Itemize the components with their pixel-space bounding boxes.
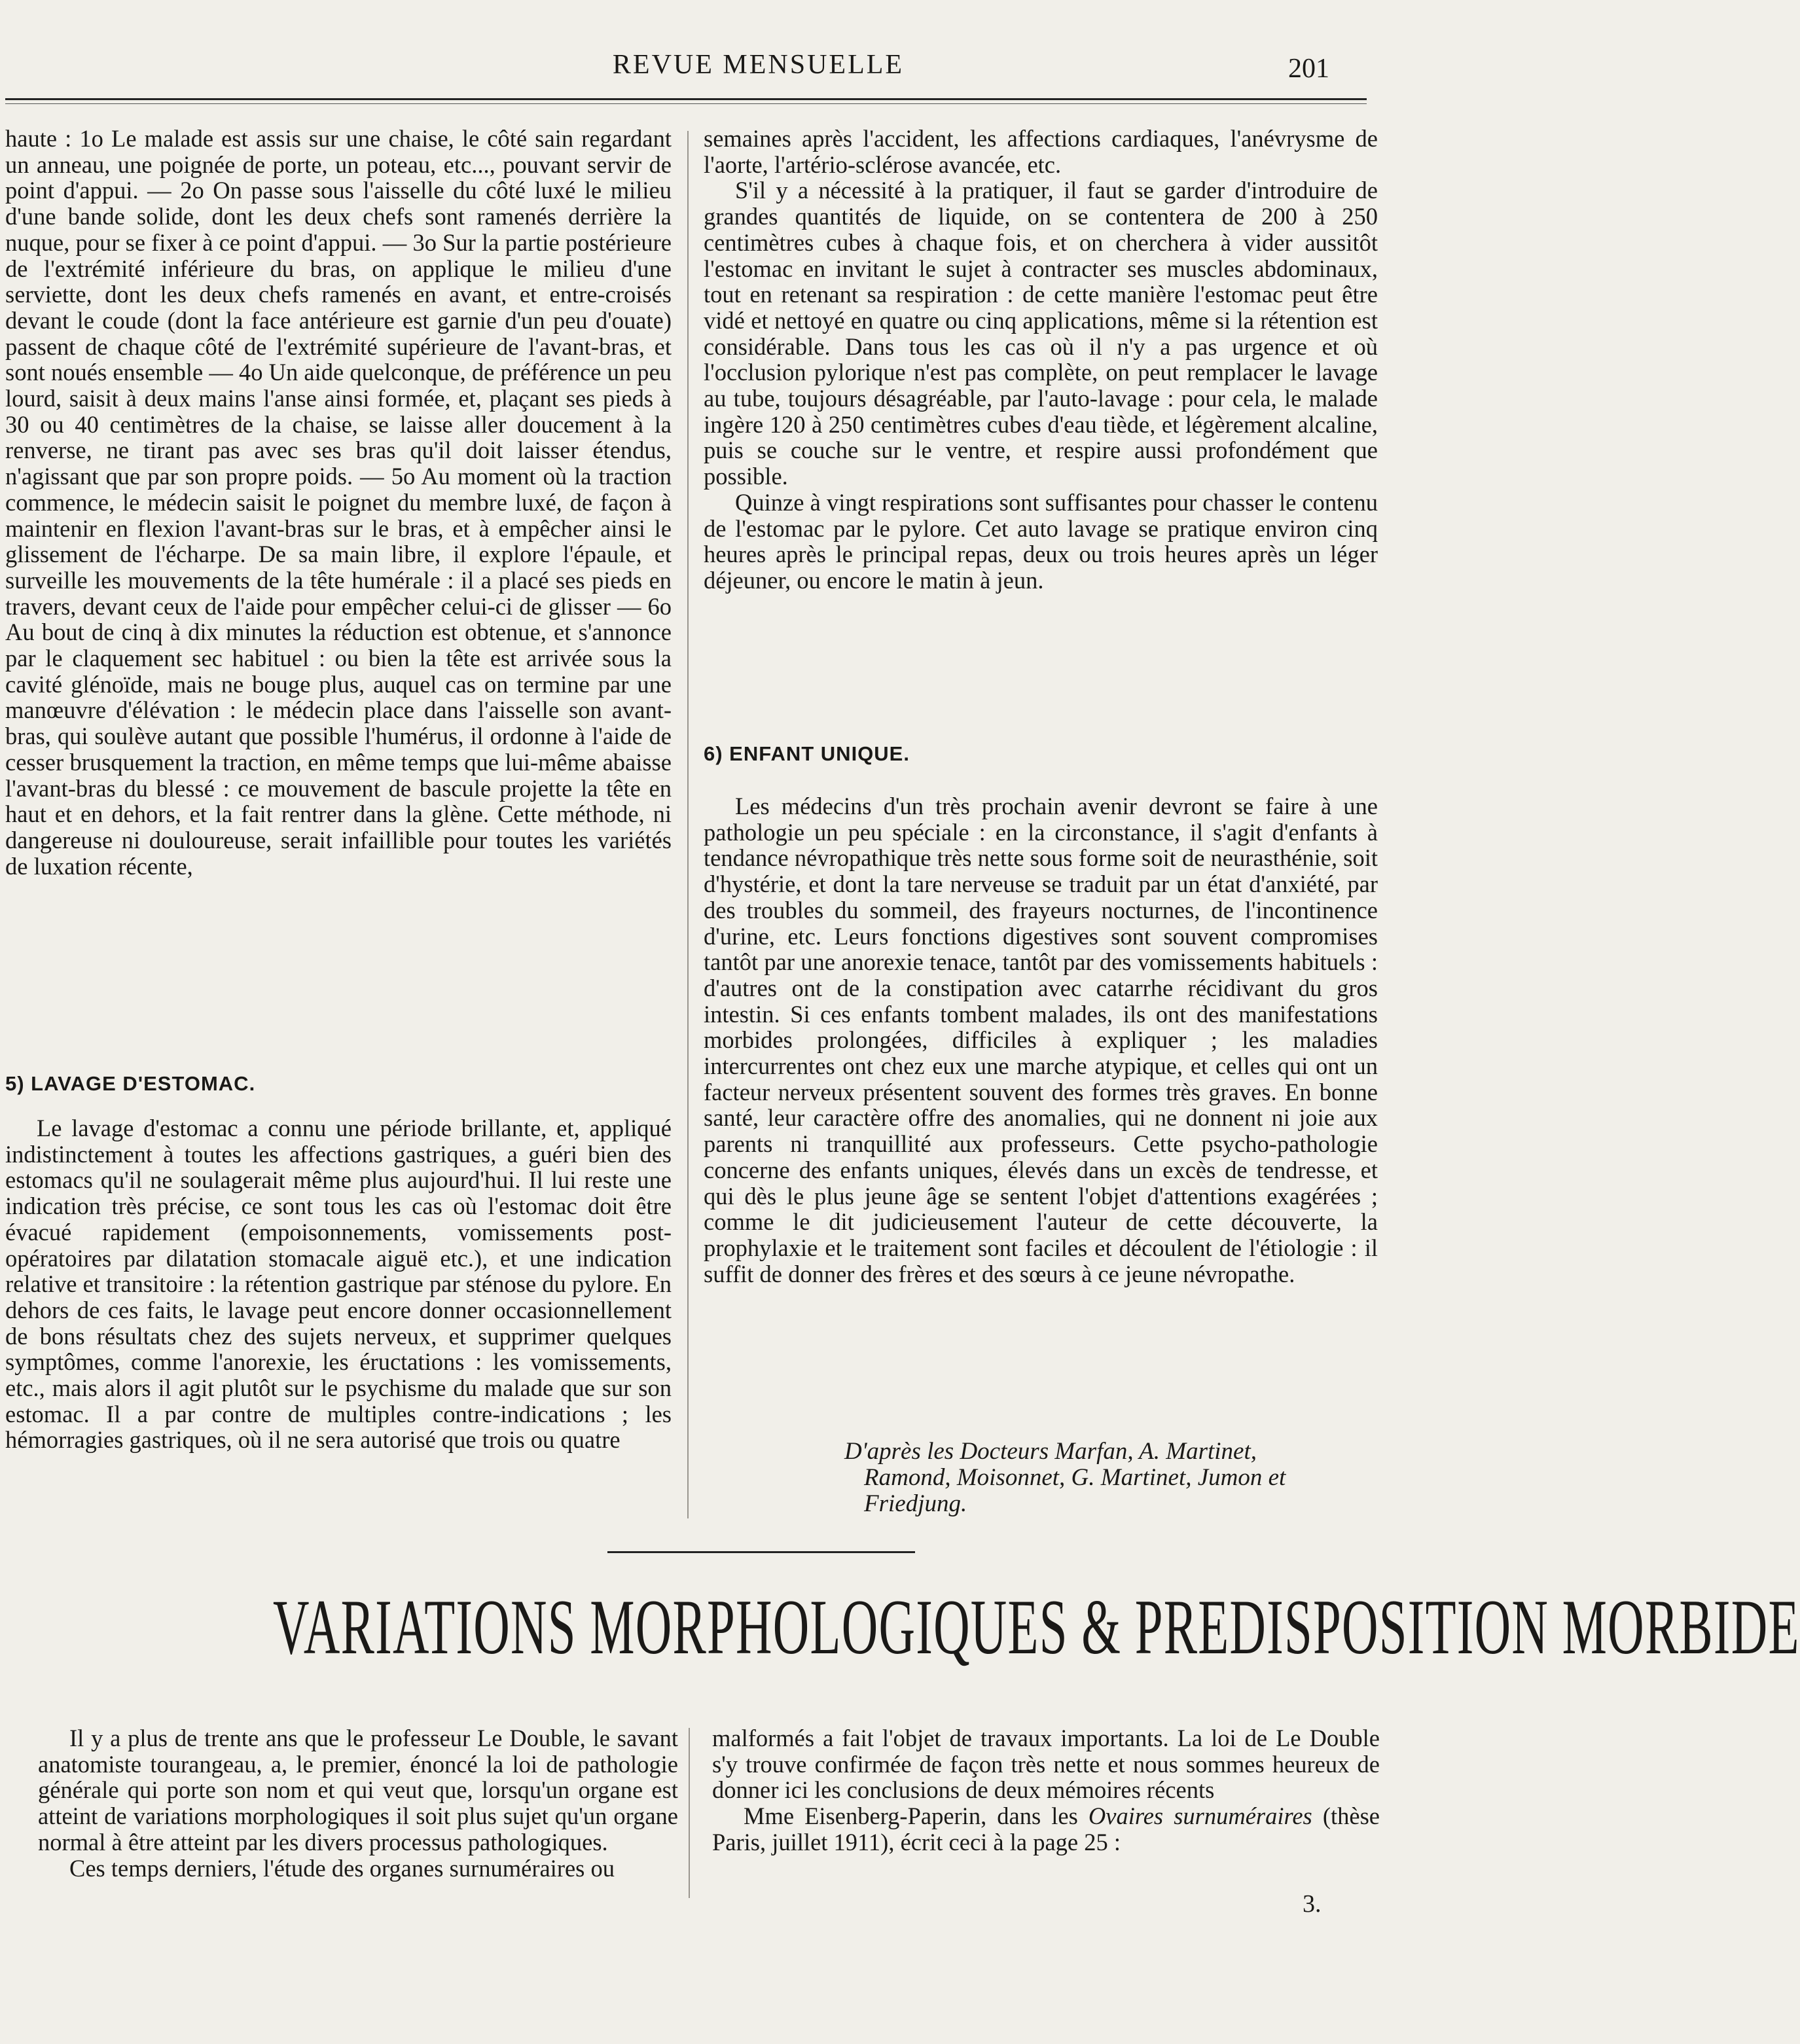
new-article-paragraph-4 (712, 1803, 1380, 1855)
citation-rest: (thèse Paris, juillet 1911), écrit ceci à la page 25 : (712, 1802, 1380, 1856)
header-rule (5, 98, 1367, 100)
running-header-title: REVUE MENSUELLE (612, 50, 905, 80)
new-article-right-column (712, 1725, 1380, 1882)
header-rule-thin (5, 103, 1367, 104)
page-number: 201 (1288, 54, 1329, 84)
section-heading-lavage: 5) LAVAGE D'ESTOMAC. (5, 1072, 256, 1095)
section-lavage-body (5, 1115, 672, 1541)
lavage-paragraph: Le lavage d'estomac a connu une période brillante, et, appliqué indistinctement à toutes les affections gastriques, a guéri bien des estomacs qu'il ne soulagerait même plus aujourd'hui. Il lui reste une indication très précise, ce sont tous les cas où l'estomac doit être évacué rapidement (empoisonnements, vomissements post-opératoires par dilatation stomacale aiguë etc.), et une indication relative et transitoire : la rétention gastrique par sténose du pylore. En dehors de ces faits, le lavage peut encore donner occasionnellement de bons résultats chez des sujets nerveux, et supprimer quelques symptômes, comme l'anorexie, les éructations : les vomissements, etc., mais alors il agit plutôt sur le psychisme du malade que sur son estomac. Il a par contre de multiples contre-indications ; les hémorragies gastriques, où il ne sera autorisé que trois ou quatre (5, 1115, 672, 1454)
continued-paragraph-right-2: S'il y a nécessité à la pratiquer, il faut se garder d'introduire de grandes quantités de liquide, on se contentera de 200 à 250 centimètres cubes à chaque fois, et on cherchera à vider aussitôt l'estomac en invitant le sujet à contracter ses muscles abdominaux, tout en retenant sa respiration : de cette manière l'estomac peut être vidé et nettoyé en quatre ou cinq applications, même si la rétention est considérable. Dans tous les cas où il n'y a pas urgence et où l'occlusion pylorique n'est pas complète, on peut remplacer le lavage au tube, toujours désagréable, par l'auto-lavage : pour cela, le malade ingère 120 à 250 centimètres cubes d'eau tiède, et légèrement alcaline, puis se couche sur le ventre, et respire aussi profondément que possible. (704, 177, 1378, 490)
continued-paragraph-right-3: Quinze à vingt respirations sont suffisantes pour chasser le contenu de l'estomac par le pylore. Cet auto lavage se pratique environ cinq heures après le principal repas, deux ou trois heures après un léger déjeuner, ou encore le matin à jeun. (704, 488, 1378, 594)
signature-line: Friedjung. (864, 1490, 967, 1517)
article-separator-rule (607, 1551, 915, 1553)
left-column-continued (5, 126, 672, 1134)
signature-mark: 3. (1303, 1890, 1322, 1918)
article-title: VARIATIONS MORPHOLOGIQUES & PREDISPOSITION MORBIDE (273, 1583, 1800, 1670)
citation-author: Mme Eisenberg-Paperin, dans les (744, 1802, 1078, 1830)
section-enfant-unique-body (704, 793, 1378, 1415)
citation-work-title: Ovaires surnuméraires (1088, 1802, 1312, 1830)
column-divider-bottom (689, 1728, 690, 1898)
continued-paragraph: haute : 1o Le malade est assis sur une chaise, le côté sain regardant un anneau, une poignée de porte, un poteau, etc..., pouvant servir de point d'appui. — 2o On passe sous l'aisselle du côté luxé le milieu d'une bande solide, dont les deux chefs sont ramenés derrière la nuque, pour se fixer à ce point d'appui. — 3o Sur la partie postérieure de l'extrémité inférieure du bras, on applique le milieu d'une serviette, dont les deux chefs ramenés en avant, et entre-croisés devant le coude (dont la face antérieure est garnie d'un peu d'ouate) passent de chaque côté de l'extrémité supérieure de l'avant-bras, et sont noués ensemble — 4o Un aide quelconque, de préférence un peu lourd, saisit à deux mains l'anse ainsi formée, et, plaçant ses pieds à 30 ou 40 centimètres de la chaise, se laisse aller doucement à la renverse, ne tirant pas avec ses bras qu'il doit laisser étendus, n'agissant que par son propre poids. — 5o Au moment où la traction commence, le médecin saisit le poignet du membre luxé, de façon à maintenir en flexion l'avant-bras sur le bras, et à empêcher ainsi le glissement de l'écharpe. De sa main libre, il explore l'épaule, et surveille les mouvements de la tête humérale : il a placé ses pieds en travers, devant ceux de l'aide pour empêcher celui-ci de glisser — 6o Au bout de cinq à dix minutes la réduction est obtenue, et s'annonce par le claquement sec habituel : ou bien la tête est arrivée sous la cavité glénoïde, mais ne bouge plus, auquel cas on termine par une manœuvre d'élévation : le médecin place dans l'aisselle son avant-bras, qui soulève autant que possible l'humérus, il ordonne à l'aide de cesser brusquement la traction, en même temps que lui-même abaisse l'avant-bras du blessé : ce mouvement de bascule projette la tête en haut et en dehors, et la fait rentrer dans la glène. Cette méthode, ni dangereuse ni douloureuse, serait infaillible pour toutes les variétés de luxation récente, (5, 125, 672, 880)
new-article-paragraph-3: malformés a fait l'objet de travaux importants. La loi de Le Double s'y trouve confirmée de façon très nette et nous sommes heureux de donner ici les conclusions de deux mémoires récents (712, 1725, 1380, 1804)
continued-paragraph-right-1: semaines après l'accident, les affections cardiaques, l'anévrysme de l'aorte, l'artério-sclérose avancée, etc. (704, 125, 1378, 178)
new-article-left-column (38, 1725, 678, 1922)
new-article-paragraph-1: Il y a plus de trente ans que le professeur Le Double, le savant anatomiste tourangeau, a, le premier, énoncé la loi de pathologie générale qui porte son nom et qui veut que, lorsqu'un organe est atteint de variations morphologiques il soit plus sujet qu'un organe normal à être atteint par les divers processus pathologiques. (38, 1725, 678, 1856)
authors-signature (844, 1439, 1381, 1517)
section-heading-enfant-unique: 6) ENFANT UNIQUE. (704, 742, 910, 765)
signature-line: D'après les Docteurs Marfan, A. Martinet, (844, 1438, 1257, 1465)
new-article-paragraph-2: Ces temps derniers, l'étude des organes surnuméraires ou (69, 1854, 615, 1882)
column-divider (687, 131, 689, 1518)
signature-line: Ramond, Moisonnet, G. Martinet, Jumon et (864, 1464, 1286, 1491)
enfant-unique-paragraph: Les médecins d'un très prochain avenir devront se faire à une pathologie un peu spéciale : en la circonstance, il s'agit d'enfants à tendance névropathique très nette sous forme soit de neurasthénie, soit d'hystérie, et dont la tare nerveuse se traduit par un état d'anxiété, par des troubles du sommeil, des frayeurs nocturnes, de l'incontinence d'urine, etc. Leurs fonctions digestives sont souvent compromises tantôt par une anorexie tenace, tantôt par des vomissements habituels : d'autres ont de la constipation avec catarrhe récidivant du gros intestin. Si ces enfants tombent malades, ils ont des manifestations morbides prolongées, difficiles à expliquer ; les maladies intercurrentes ont chez eux une marche atypique, et celles qui ont un facteur nerveux présentent souvent des formes très graves. En bonne santé, leur caractère offre des anomalies, qui ne donnent ni joie aux parents ni tranquillité aux professeurs. Cette psycho-pathologie concerne des enfants uniques, élevés dans un excès de tendresse, et qui dès le plus jeune âge se sentent l'objet d'attentions exagérées ; comme le dit judicieusement l'auteur de cette découverte, la prophylaxie et le traitement sont faciles et découlent de l'étiologie : il suffit de donner des frères et des sœurs à ce jeune névropathe. (704, 793, 1378, 1287)
